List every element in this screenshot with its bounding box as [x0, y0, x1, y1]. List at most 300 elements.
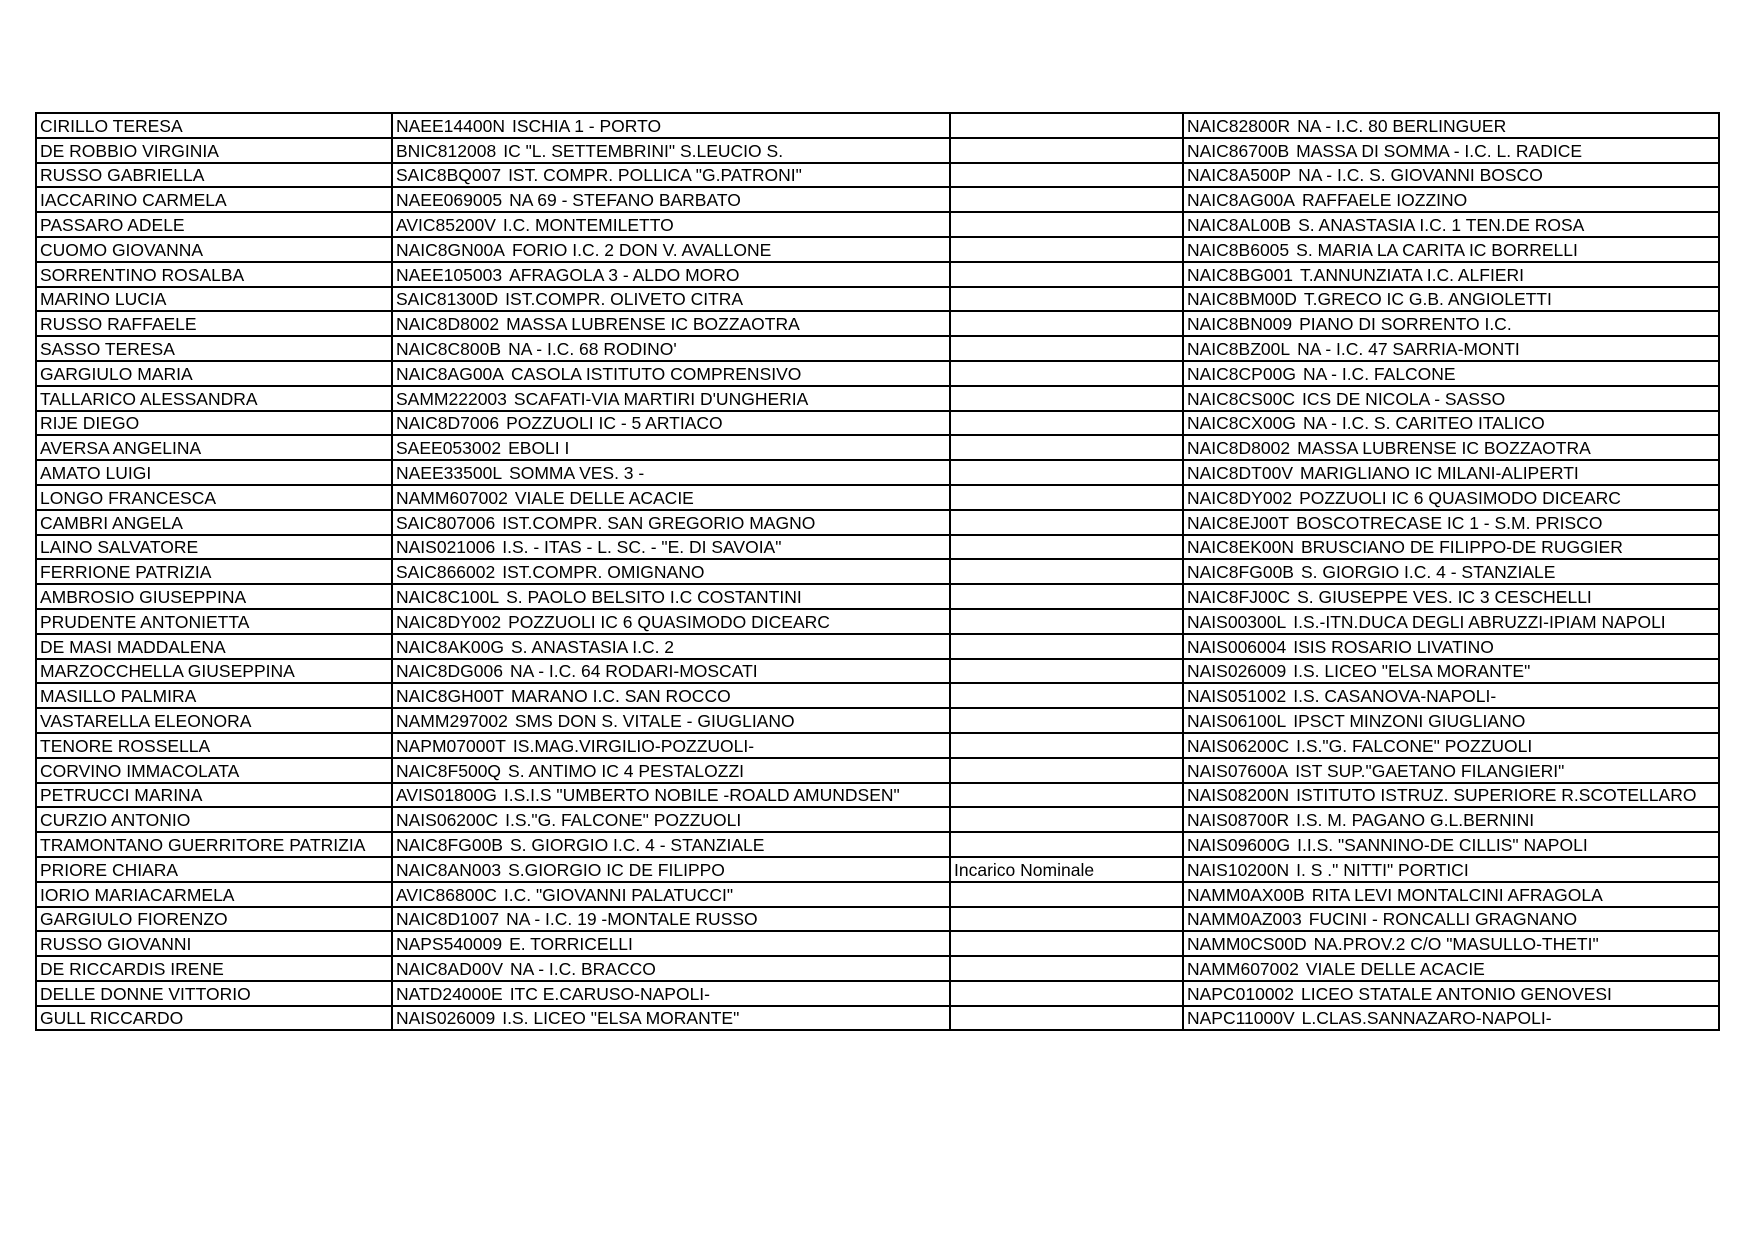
note-cell[interactable] [950, 857, 1183, 882]
origin-school-cell[interactable] [392, 187, 950, 212]
destination-school-cell[interactable] [1183, 187, 1719, 212]
origin-school-cell[interactable] [392, 435, 950, 460]
origin-school-code: NAIC8AN003 [396, 859, 502, 880]
origin-school-name: I.S."G. FALCONE" POZZUOLI [505, 810, 742, 831]
origin-school-code: NAIC8F500Q [396, 760, 502, 781]
note-cell[interactable] [950, 212, 1183, 237]
destination-school-name: NA - I.C. S. CARITEO ITALICO [1302, 413, 1545, 434]
origin-school-cell[interactable] [392, 832, 950, 857]
origin-school-name: AFRAGOLA 3 - ALDO MORO [509, 264, 740, 285]
destination-school-cell[interactable] [1183, 981, 1719, 1006]
origin-school-name: IST. COMPR. POLLICA "G.PATRONI" [508, 165, 802, 186]
origin-school-code: BNIC812008 [396, 140, 497, 161]
origin-school-cell[interactable] [392, 584, 950, 609]
name-cell[interactable] [36, 956, 392, 981]
table-row [36, 1006, 1719, 1031]
note-cell[interactable] [950, 733, 1183, 758]
origin-school-cell[interactable] [392, 807, 950, 832]
origin-school-cell[interactable] [392, 138, 950, 163]
destination-school-code: NAIC8CX00G [1187, 413, 1296, 434]
destination-school-cell[interactable] [1183, 1006, 1719, 1031]
destination-school-code: NAIC8EJ00T [1187, 512, 1290, 533]
destination-school-name: T.GRECO IC G.B. ANGIOLETTI [1303, 289, 1552, 310]
origin-school-code: AVIC85200V [396, 214, 496, 235]
origin-school-name: NA 69 - STEFANO BARBATO [509, 190, 741, 211]
name-cell[interactable] [36, 311, 392, 336]
teacher-name: SASSO TERESA [40, 338, 175, 359]
origin-school-name: S. ANTIMO IC 4 PESTALOZZI [508, 760, 745, 781]
note-cell[interactable] [950, 609, 1183, 634]
origin-school-name: FORIO I.C. 2 DON V. AVALLONE [511, 239, 772, 260]
name-cell[interactable] [36, 460, 392, 485]
table-row [36, 559, 1719, 584]
table-row [36, 832, 1719, 857]
name-cell[interactable] [36, 981, 392, 1006]
origin-school-cell[interactable] [392, 510, 950, 535]
note-cell[interactable] [950, 783, 1183, 808]
teacher-name: TENORE ROSSELLA [40, 735, 211, 756]
origin-school-name: POZZUOLI IC 6 QUASIMODO DICEARC [508, 611, 830, 632]
origin-school-cell[interactable] [392, 634, 950, 659]
origin-school-name: ISCHIA 1 - PORTO [511, 115, 662, 136]
origin-school-code: SAEE053002 [396, 438, 502, 459]
note-cell[interactable] [950, 832, 1183, 857]
origin-school-cell[interactable] [392, 287, 950, 312]
origin-school-cell[interactable] [392, 336, 950, 361]
destination-school-code: NAIC8DY002 [1187, 487, 1293, 508]
destination-school-name: L.CLAS.SANNAZARO-NAPOLI- [1301, 1008, 1552, 1029]
teacher-name: DE RICCARDIS IRENE [40, 958, 224, 979]
name-cell[interactable] [36, 783, 392, 808]
teacher-name: MARZOCCHELLA GIUSEPPINA [40, 661, 295, 682]
teacher-name: GULL RICCARDO [40, 1008, 184, 1029]
origin-school-name: IC "L. SETTEMBRINI" S.LEUCIO S. [503, 140, 784, 161]
origin-school-name: IST.COMPR. OLIVETO CITRA [505, 289, 744, 310]
teacher-name: GARGIULO FIORENZO [40, 909, 228, 930]
destination-school-name: MASSA DI SOMMA - I.C. L. RADICE [1296, 140, 1583, 161]
origin-school-cell[interactable] [392, 361, 950, 386]
destination-school-cell[interactable] [1183, 758, 1719, 783]
note-cell[interactable] [950, 956, 1183, 981]
note-cell[interactable] [950, 311, 1183, 336]
origin-school-name: S. ANASTASIA I.C. 2 [510, 636, 675, 657]
origin-school-cell[interactable] [392, 907, 950, 932]
destination-school-cell[interactable] [1183, 386, 1719, 411]
teacher-name: IACCARINO CARMELA [40, 190, 227, 211]
name-cell[interactable] [36, 832, 392, 857]
destination-school-code: NAIS08200N [1187, 785, 1290, 806]
name-cell[interactable] [36, 931, 392, 956]
destination-school-cell[interactable] [1183, 683, 1719, 708]
table-row [36, 956, 1719, 981]
origin-school-code: AVIC86800C [396, 884, 497, 905]
name-cell[interactable] [36, 857, 392, 882]
destination-school-cell[interactable] [1183, 460, 1719, 485]
teacher-name: LONGO FRANCESCA [40, 487, 216, 508]
teacher-name: CORVINO IMMACOLATA [40, 760, 240, 781]
teacher-name: RUSSO RAFFAELE [40, 314, 197, 335]
note-cell[interactable] [950, 931, 1183, 956]
origin-school-cell[interactable] [392, 931, 950, 956]
destination-school-cell[interactable] [1183, 634, 1719, 659]
note-cell[interactable] [950, 113, 1183, 138]
destination-school-name: BRUSCIANO DE FILIPPO-DE RUGGIER [1301, 537, 1623, 558]
destination-school-code: NAIC8DT00V [1187, 462, 1294, 483]
teacher-name: CUOMO GIOVANNA [40, 239, 204, 260]
note-cell[interactable] [950, 659, 1183, 684]
destination-school-code: NAIC8D8002 [1187, 438, 1291, 459]
origin-school-name: NA - I.C. BRACCO [510, 958, 656, 979]
origin-school-code: NAIC8C800B [396, 338, 502, 359]
destination-school-code: NAMM0CS00D [1187, 934, 1307, 955]
note-cell[interactable] [950, 535, 1183, 560]
origin-school-name: NA - I.C. 64 RODARI-MOSCATI [510, 661, 758, 682]
teacher-name: PASSARO ADELE [40, 214, 185, 235]
origin-school-code: NAIC8DG006 [396, 661, 503, 682]
name-cell[interactable] [36, 1006, 392, 1031]
name-cell[interactable] [36, 485, 392, 510]
destination-school-name: T.ANNUNZIATA I.C. ALFIERI [1300, 264, 1525, 285]
origin-school-cell[interactable] [392, 163, 950, 188]
note-cell[interactable] [950, 510, 1183, 535]
origin-school-name: I.C. MONTEMILETTO [502, 214, 674, 235]
name-cell[interactable] [36, 287, 392, 312]
destination-school-code: NAIC86700B [1187, 140, 1290, 161]
note-cell[interactable] [950, 882, 1183, 907]
note-cell[interactable] [950, 907, 1183, 932]
origin-school-code: NAIC8D1007 [396, 909, 500, 930]
destination-school-name: S. GIUSEPPE VES. IC 3 CESCHELLI [1297, 586, 1592, 607]
destination-school-cell[interactable] [1183, 212, 1719, 237]
teacher-name: DE MASI MADDALENA [40, 636, 226, 657]
origin-school-cell[interactable] [392, 758, 950, 783]
name-cell[interactable] [36, 683, 392, 708]
destination-school-code: NAIC8AL00B [1187, 214, 1292, 235]
name-cell[interactable] [36, 659, 392, 684]
name-cell[interactable] [36, 584, 392, 609]
teacher-name: DE ROBBIO VIRGINIA [40, 140, 219, 161]
table-row [36, 262, 1719, 287]
name-cell[interactable] [36, 361, 392, 386]
destination-school-code: NAIS09600G [1187, 834, 1291, 855]
destination-school-code: NAIC8BZ00L [1187, 338, 1291, 359]
teacher-name: AMATO LUIGI [40, 462, 152, 483]
destination-school-cell[interactable] [1183, 262, 1719, 287]
destination-school-code: NAIC8CP00G [1187, 363, 1296, 384]
teacher-name: AVERSA ANGELINA [40, 438, 202, 459]
destination-school-cell[interactable] [1183, 435, 1719, 460]
teacher-name: AMBROSIO GIUSEPPINA [40, 586, 247, 607]
name-cell[interactable] [36, 733, 392, 758]
destination-school-cell[interactable] [1183, 659, 1719, 684]
destination-school-name: I.S. CASANOVA-NAPOLI- [1293, 686, 1497, 707]
destination-school-cell[interactable] [1183, 510, 1719, 535]
destination-school-code: NAIS06100L [1187, 710, 1287, 731]
destination-school-cell[interactable] [1183, 559, 1719, 584]
destination-school-code: NAMM0AX00B [1187, 884, 1305, 905]
destination-school-code: NAIS051002 [1187, 686, 1287, 707]
note-cell[interactable] [950, 807, 1183, 832]
destination-school-cell[interactable] [1183, 336, 1719, 361]
origin-school-code: NAIC8D7006 [396, 413, 500, 434]
spreadsheet-sheet [35, 112, 1720, 1031]
destination-school-name: I. S ." NITTI" PORTICI [1296, 859, 1469, 880]
origin-school-cell[interactable] [392, 460, 950, 485]
origin-school-cell[interactable] [392, 311, 950, 336]
origin-school-code: NAPM07000T [396, 735, 506, 756]
table-row [36, 237, 1719, 262]
name-cell[interactable] [36, 113, 392, 138]
note-cell[interactable] [950, 187, 1183, 212]
destination-school-cell[interactable] [1183, 485, 1719, 510]
destination-school-code: NAIC8CS00C [1187, 388, 1295, 409]
name-cell[interactable] [36, 907, 392, 932]
assignment-note: Incarico Nominale [954, 859, 1095, 880]
name-cell[interactable] [36, 510, 392, 535]
destination-school-name: NA - I.C. 47 SARRIA-MONTI [1297, 338, 1520, 359]
destination-school-cell[interactable] [1183, 832, 1719, 857]
origin-school-name: NA - I.C. 19 -MONTALE RUSSO [506, 909, 758, 930]
destination-school-cell[interactable] [1183, 931, 1719, 956]
destination-school-name: RAFFAELE IOZZINO [1301, 190, 1468, 211]
teacher-name: DELLE DONNE VITTORIO [40, 983, 251, 1004]
origin-school-cell[interactable] [392, 262, 950, 287]
name-cell[interactable] [36, 435, 392, 460]
destination-school-name: NA.PROV.2 C/O "MASULLO-THETI" [1313, 934, 1599, 955]
name-cell[interactable] [36, 535, 392, 560]
destination-school-cell[interactable] [1183, 237, 1719, 262]
origin-school-code: SAIC807006 [396, 512, 496, 533]
destination-school-cell[interactable] [1183, 163, 1719, 188]
name-cell[interactable] [36, 807, 392, 832]
table-row [36, 931, 1719, 956]
table-row [36, 882, 1719, 907]
destination-school-cell[interactable] [1183, 609, 1719, 634]
destination-school-name: BOSCOTRECASE IC 1 - S.M. PRISCO [1296, 512, 1603, 533]
name-cell[interactable] [36, 138, 392, 163]
table-row [36, 187, 1719, 212]
destination-school-cell[interactable] [1183, 783, 1719, 808]
note-cell[interactable] [950, 584, 1183, 609]
destination-school-code: NAIC8EK00N [1187, 537, 1294, 558]
destination-school-code: NAPC11000V [1187, 1008, 1295, 1029]
name-cell[interactable] [36, 411, 392, 436]
name-cell[interactable] [36, 212, 392, 237]
table-row [36, 584, 1719, 609]
note-cell[interactable] [950, 138, 1183, 163]
note-cell[interactable] [950, 758, 1183, 783]
teacher-name: TRAMONTANO GUERRITORE PATRIZIA [40, 834, 366, 855]
destination-school-cell[interactable] [1183, 708, 1719, 733]
origin-school-code: SAIC81300D [396, 289, 499, 310]
destination-school-cell[interactable] [1183, 361, 1719, 386]
destination-school-name: VIALE DELLE ACACIE [1305, 958, 1485, 979]
origin-school-name: S.GIORGIO IC DE FILIPPO [508, 859, 725, 880]
name-cell[interactable] [36, 559, 392, 584]
table-row [36, 535, 1719, 560]
destination-school-name: ICS DE NICOLA - SASSO [1301, 388, 1506, 409]
destination-school-cell[interactable] [1183, 857, 1719, 882]
origin-school-name: IST.COMPR. SAN GREGORIO MAGNO [502, 512, 816, 533]
table-row [36, 386, 1719, 411]
origin-school-cell[interactable] [392, 113, 950, 138]
origin-school-cell[interactable] [392, 708, 950, 733]
destination-school-code: NAIC8BG001 [1187, 264, 1294, 285]
origin-school-cell[interactable] [392, 237, 950, 262]
origin-school-cell[interactable] [392, 659, 950, 684]
destination-school-name: POZZUOLI IC 6 QUASIMODO DICEARC [1299, 487, 1621, 508]
origin-school-code: NAIC8FG00B [396, 834, 503, 855]
origin-school-cell[interactable] [392, 956, 950, 981]
origin-school-name: IS.MAG.VIRGILIO-POZZUOLI- [512, 735, 755, 756]
destination-school-name: NA - I.C. 80 BERLINGUER [1297, 115, 1507, 136]
name-cell[interactable] [36, 187, 392, 212]
origin-school-cell[interactable] [392, 386, 950, 411]
destination-school-code: NAIC8FJ00C [1187, 586, 1291, 607]
table-row [36, 659, 1719, 684]
origin-school-name: SOMMA VES. 3 - [509, 462, 645, 483]
destination-school-name: NA - I.C. FALCONE [1302, 363, 1456, 384]
origin-school-cell[interactable] [392, 535, 950, 560]
name-cell[interactable] [36, 237, 392, 262]
note-cell[interactable] [950, 435, 1183, 460]
note-cell[interactable] [950, 683, 1183, 708]
name-cell[interactable] [36, 262, 392, 287]
origin-school-cell[interactable] [392, 683, 950, 708]
destination-school-name: S. MARIA LA CARITA IC BORRELLI [1296, 239, 1578, 260]
origin-school-code: NAIC8GN00A [396, 239, 505, 260]
origin-school-cell[interactable] [392, 733, 950, 758]
destination-school-code: NAIC8BN009 [1187, 314, 1293, 335]
destination-school-code: NAIS00300L [1187, 611, 1287, 632]
destination-school-cell[interactable] [1183, 138, 1719, 163]
assignment-table [35, 112, 1720, 1031]
origin-school-name: SMS DON S. VITALE - GIUGLIANO [514, 710, 795, 731]
origin-school-name: E. TORRICELLI [509, 934, 633, 955]
origin-school-cell[interactable] [392, 485, 950, 510]
origin-school-cell[interactable] [392, 609, 950, 634]
note-cell[interactable] [950, 386, 1183, 411]
note-cell[interactable] [950, 411, 1183, 436]
origin-school-code: NAEE33500L [396, 462, 503, 483]
destination-school-cell[interactable] [1183, 907, 1719, 932]
destination-school-cell[interactable] [1183, 733, 1719, 758]
note-cell[interactable] [950, 1006, 1183, 1031]
name-cell[interactable] [36, 336, 392, 361]
origin-school-name: NA - I.C. 68 RODINO' [508, 338, 677, 359]
destination-school-code: NAMM0AZ003 [1187, 909, 1302, 930]
name-cell[interactable] [36, 609, 392, 634]
table-row [36, 907, 1719, 932]
table-row [36, 435, 1719, 460]
name-cell[interactable] [36, 634, 392, 659]
table-row [36, 708, 1719, 733]
origin-school-cell[interactable] [392, 882, 950, 907]
teacher-name: RUSSO GIOVANNI [40, 934, 192, 955]
note-cell[interactable] [950, 981, 1183, 1006]
origin-school-cell[interactable] [392, 559, 950, 584]
origin-school-code: NAIC8DY002 [396, 611, 502, 632]
origin-school-cell[interactable] [392, 857, 950, 882]
origin-school-code: NAIC8AD00V [396, 958, 503, 979]
table-row [36, 163, 1719, 188]
table-row [36, 733, 1719, 758]
destination-school-cell[interactable] [1183, 535, 1719, 560]
destination-school-name: MASSA LUBRENSE IC BOZZAOTRA [1297, 438, 1591, 459]
name-cell[interactable] [36, 163, 392, 188]
destination-school-name: NA - I.C. S. GIOVANNI BOSCO [1298, 165, 1543, 186]
destination-school-name: LICEO STATALE ANTONIO GENOVESI [1301, 983, 1612, 1004]
teacher-name: FERRIONE PATRIZIA [40, 562, 212, 583]
destination-school-cell[interactable] [1183, 411, 1719, 436]
note-cell[interactable] [950, 287, 1183, 312]
teacher-name: CAMBRI ANGELA [40, 512, 183, 533]
origin-school-code: SAMM222003 [396, 388, 507, 409]
destination-school-code: NAIC8BM00D [1187, 289, 1297, 310]
name-cell[interactable] [36, 386, 392, 411]
destination-school-cell[interactable] [1183, 113, 1719, 138]
note-cell[interactable] [950, 460, 1183, 485]
destination-school-cell[interactable] [1183, 311, 1719, 336]
destination-school-name: IPSCT MINZONI GIUGLIANO [1293, 710, 1526, 731]
origin-school-cell[interactable] [392, 783, 950, 808]
note-cell[interactable] [950, 336, 1183, 361]
destination-school-code: NAIC8B6005 [1187, 239, 1290, 260]
destination-school-name: S. ANASTASIA I.C. 1 TEN.DE ROSA [1298, 214, 1585, 235]
destination-school-cell[interactable] [1183, 287, 1719, 312]
origin-school-cell[interactable] [392, 212, 950, 237]
table-row [36, 485, 1719, 510]
destination-school-cell[interactable] [1183, 956, 1719, 981]
origin-school-cell[interactable] [392, 411, 950, 436]
destination-school-cell[interactable] [1183, 882, 1719, 907]
note-cell[interactable] [950, 708, 1183, 733]
name-cell[interactable] [36, 758, 392, 783]
name-cell[interactable] [36, 882, 392, 907]
destination-school-code: NAIS08700R [1187, 810, 1290, 831]
note-cell[interactable] [950, 163, 1183, 188]
note-cell[interactable] [950, 485, 1183, 510]
note-cell[interactable] [950, 361, 1183, 386]
origin-school-name: MASSA LUBRENSE IC BOZZAOTRA [506, 314, 800, 335]
teacher-name: RIJE DIEGO [40, 413, 140, 434]
destination-school-code: NAIS026009 [1187, 661, 1287, 682]
note-cell[interactable] [950, 634, 1183, 659]
destination-school-code: NAIS06200C [1187, 735, 1290, 756]
origin-school-code: NAMM607002 [396, 487, 508, 508]
note-cell[interactable] [950, 237, 1183, 262]
destination-school-name: I.S."G. FALCONE" POZZUOLI [1296, 735, 1533, 756]
teacher-name: PRIORE CHIARA [40, 859, 179, 880]
note-cell[interactable] [950, 262, 1183, 287]
destination-school-code: NAIC8FG00B [1187, 562, 1294, 583]
table-row [36, 609, 1719, 634]
note-cell[interactable] [950, 559, 1183, 584]
teacher-name: RUSSO GABRIELLA [40, 165, 205, 186]
origin-school-cell[interactable] [392, 981, 950, 1006]
table-row [36, 287, 1719, 312]
destination-school-cell[interactable] [1183, 584, 1719, 609]
origin-school-name: VIALE DELLE ACACIE [514, 487, 694, 508]
destination-school-name: S. GIORGIO I.C. 4 - STANZIALE [1300, 562, 1556, 583]
name-cell[interactable] [36, 708, 392, 733]
origin-school-code: NAIC8C100L [396, 586, 500, 607]
origin-school-cell[interactable] [392, 1006, 950, 1031]
table-row [36, 311, 1719, 336]
destination-school-cell[interactable] [1183, 807, 1719, 832]
destination-school-code: NAIC8A500P [1187, 165, 1292, 186]
origin-school-name: I.S.I.S "UMBERTO NOBILE -ROALD AMUNDSEN" [503, 785, 900, 806]
